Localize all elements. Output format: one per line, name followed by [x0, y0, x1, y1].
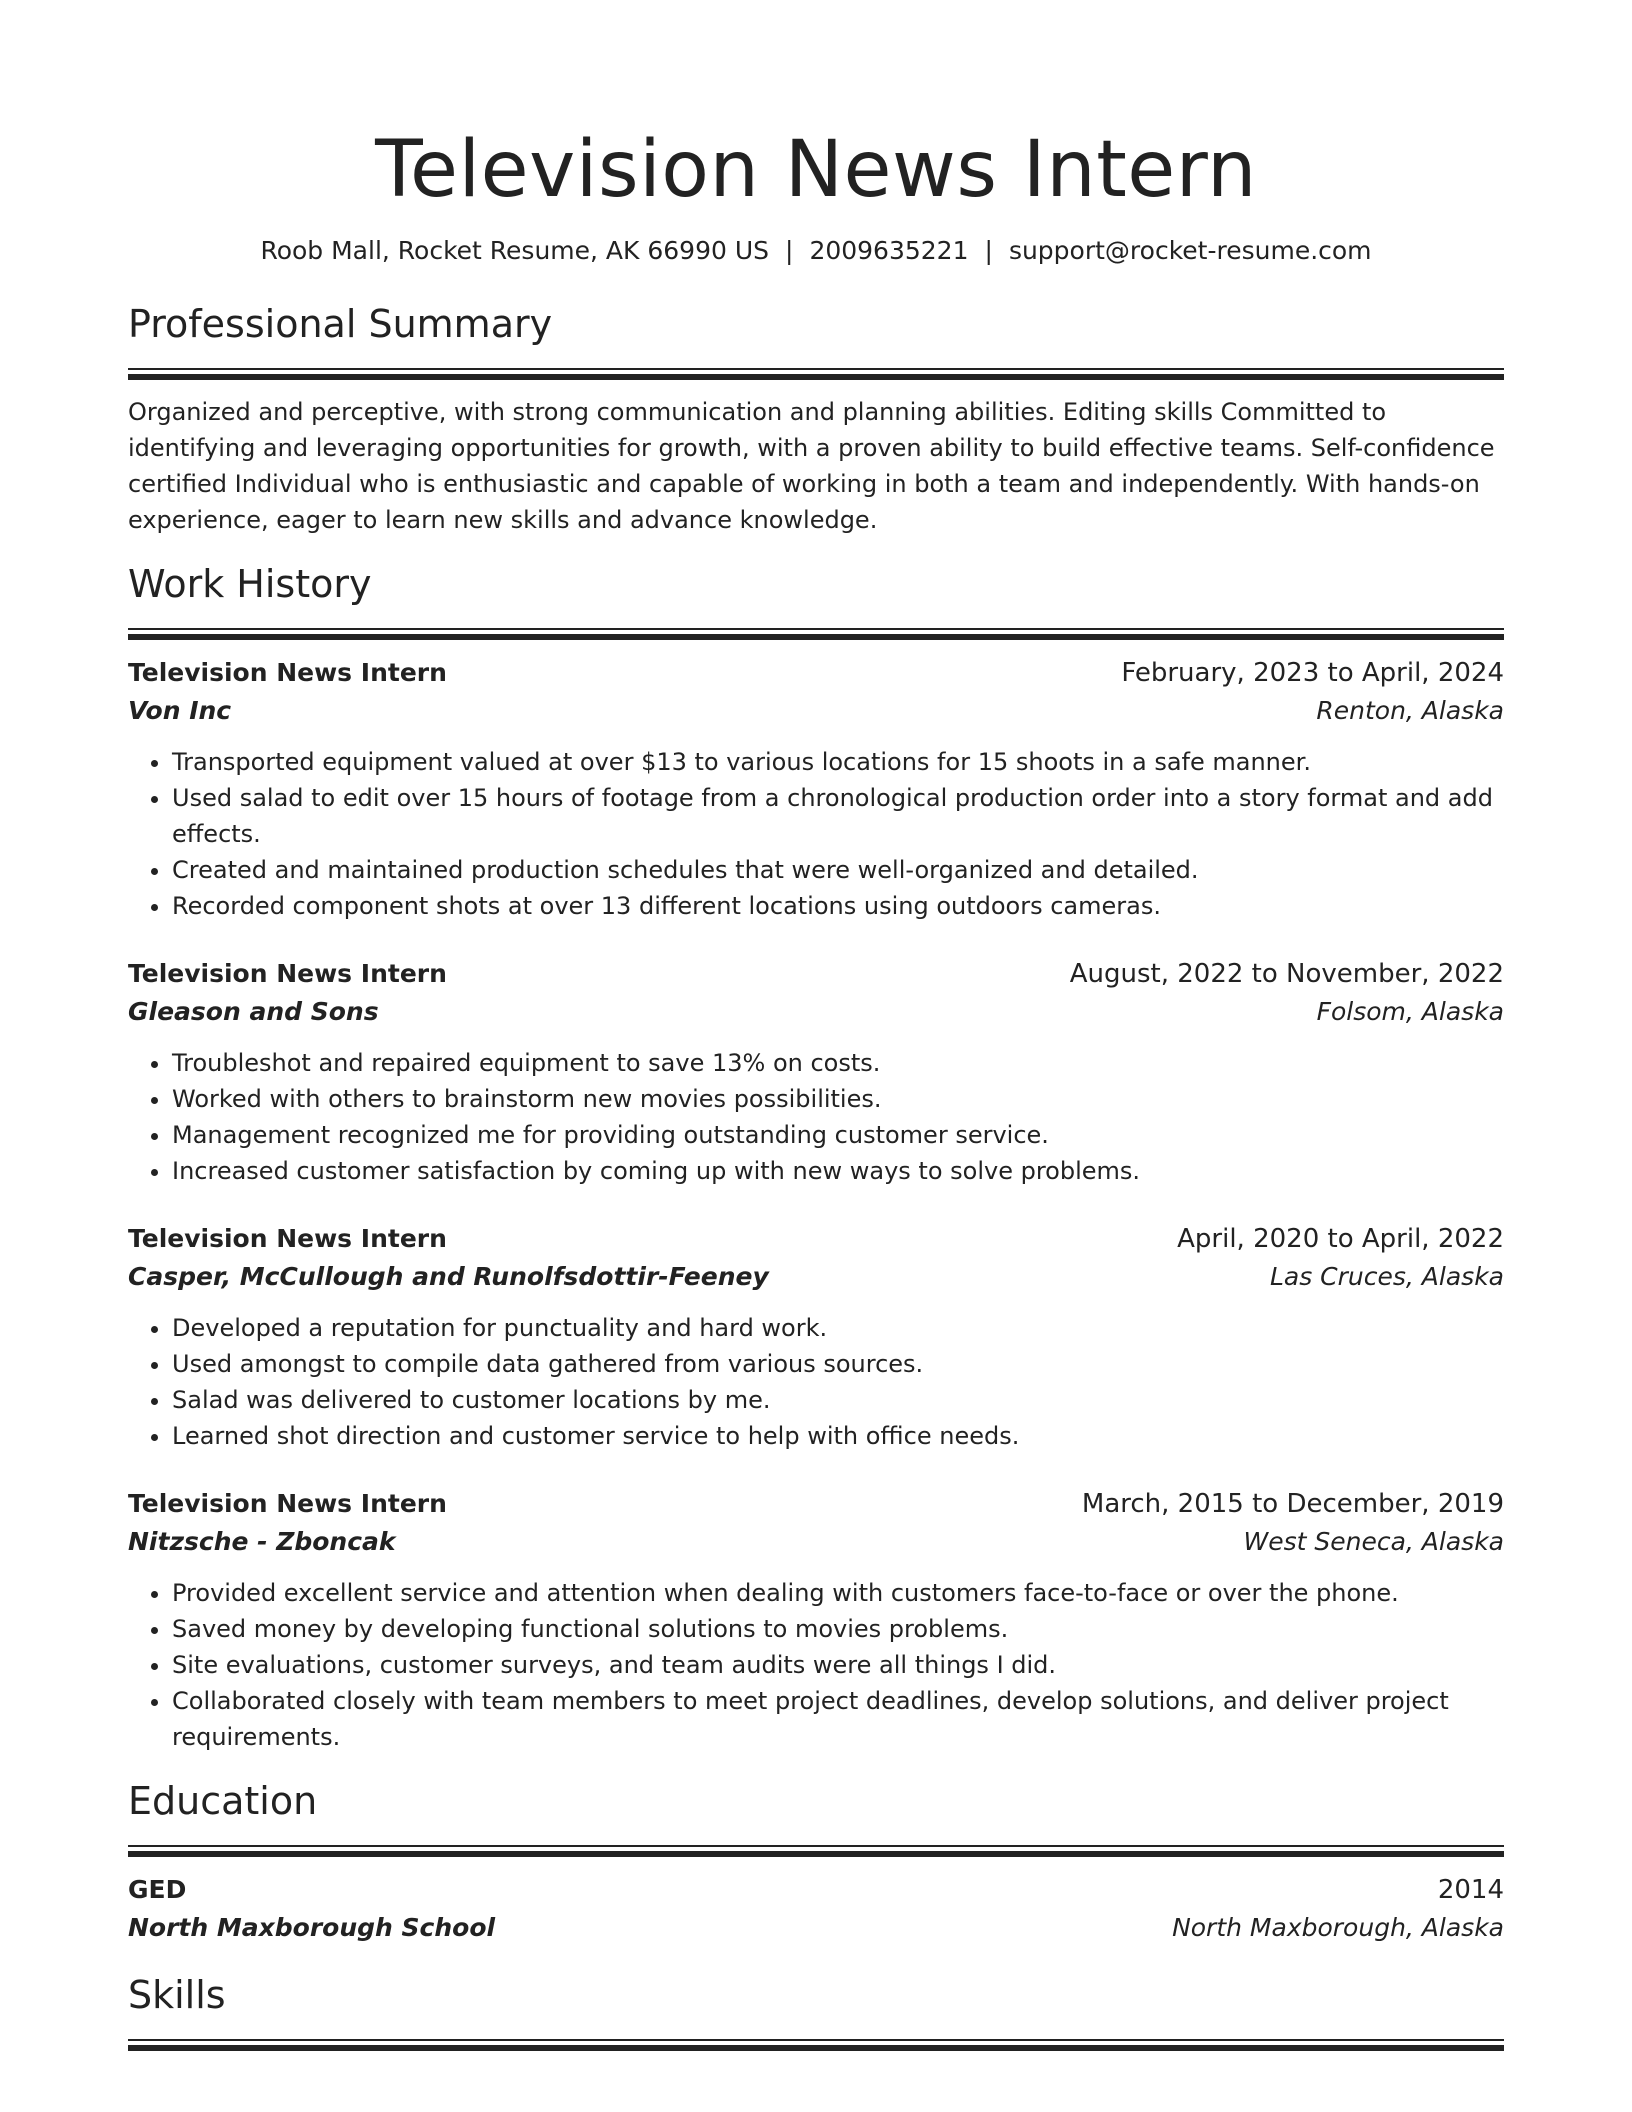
job-dates: April, 2020 to April, 2022 — [1177, 1224, 1504, 1254]
job-bullets — [128, 744, 1504, 924]
section-divider — [128, 628, 1504, 638]
contact-address: Roob Mall, Rocket Resume, AK 66990 US — [260, 236, 769, 265]
job-bullet: • Used amongst to compile data gathered from various sources. — [172, 1346, 1504, 1382]
job-bullet: • Site evaluations, customer surveys, and team audits were all things I did. — [172, 1647, 1504, 1683]
work-history-section — [128, 558, 1504, 1755]
job-bullet: • Saved money by developing functional solutions to movies problems. — [172, 1611, 1504, 1647]
job-company: Nitzsche - Zboncak — [128, 1527, 396, 1556]
job-bullet: • Created and maintained production schedules that were well-organized and detailed. — [172, 852, 1504, 888]
resume-page — [128, 0, 1504, 2049]
contact-email: support@rocket-resume.com — [1008, 236, 1372, 265]
job-location: West Seneca, Alaska — [1243, 1527, 1504, 1556]
job-title: Television News Intern — [128, 1489, 447, 1518]
job-title: Television News Intern — [128, 658, 447, 687]
education-entry — [128, 1871, 1504, 1947]
summary-section — [128, 298, 1504, 538]
resume-name: Television News Intern — [375, 125, 1257, 215]
section-title-summary: Professional Summary — [128, 302, 553, 346]
job-bullet: • Transported equipment valued at over $13 to various locations for 15 shoots in a safe manner. — [172, 744, 1504, 780]
job-bullet: • Recorded component shots at over 13 different locations using outdoors cameras. — [172, 888, 1504, 924]
job-bullet: • Provided excellent service and attention when dealing with customers face-to-face or over the phone. — [172, 1575, 1504, 1611]
job-dates: August, 2022 to November, 2022 — [1069, 959, 1504, 989]
contact-separator: | — [984, 236, 993, 265]
job-bullet: • Management recognized me for providing outstanding customer service. — [172, 1117, 1504, 1153]
skills-section — [128, 1969, 1504, 2049]
contact-separator: | — [785, 236, 794, 265]
contact-line — [128, 234, 1504, 268]
job-location: Las Cruces, Alaska — [1269, 1262, 1504, 1291]
job-entry — [128, 1220, 1504, 1454]
job-company: Casper, McCullough and Runolfsdottir-Feeney — [128, 1262, 769, 1291]
education-section — [128, 1775, 1504, 1947]
job-bullet: • Troubleshot and repaired equipment to save 13% on costs. — [172, 1045, 1504, 1081]
job-bullets — [128, 1310, 1504, 1454]
job-bullet: • Collaborated closely with team members to meet project deadlines, develop solutions, and deliver project requirements. — [172, 1683, 1504, 1755]
job-bullet: • Developed a reputation for punctuality and hard work. — [172, 1310, 1504, 1346]
job-bullet: • Worked with others to brainstorm new movies possibilities. — [172, 1081, 1504, 1117]
job-bullet: • Salad was delivered to customer locations by me. — [172, 1382, 1504, 1418]
section-divider — [128, 2039, 1504, 2049]
job-dates: March, 2015 to December, 2019 — [1081, 1489, 1504, 1519]
job-company: Gleason and Sons — [128, 997, 379, 1026]
job-bullets — [128, 1575, 1504, 1755]
education-degree: GED — [128, 1875, 187, 1904]
job-bullet: • Increased customer satisfaction by coming up with new ways to solve problems. — [172, 1153, 1504, 1189]
job-company: Von Inc — [128, 696, 232, 725]
job-bullet: • Learned shot direction and customer service to help with office needs. — [172, 1418, 1504, 1454]
job-bullet: • Used salad to edit over 15 hours of footage from a chronological production order into a story format and add effects. — [172, 780, 1504, 852]
job-dates: February, 2023 to April, 2024 — [1121, 658, 1504, 688]
education-school: North Maxborough School — [128, 1913, 496, 1942]
section-title-skills: Skills — [128, 1973, 226, 2017]
job-title: Television News Intern — [128, 1224, 447, 1253]
section-divider — [128, 1845, 1504, 1855]
job-bullets — [128, 1045, 1504, 1189]
job-title: Television News Intern — [128, 959, 447, 988]
job-entry — [128, 654, 1504, 924]
job-location: Folsom, Alaska — [1316, 997, 1504, 1026]
summary-text: Organized and perceptive, with strong communication and planning abilities. Editing skills Committed to identifying and leveraging opportunities for growth, with a proven ability to build effective teams. Self-confidence certified Individual who is enthusiastic and capable of working in both a team and independently. With hands-on experience, eager to learn new skills and advance knowledge. — [128, 398, 1495, 534]
education-location: North Maxborough, Alaska — [1172, 1913, 1504, 1942]
contact-phone: 2009635221 — [809, 236, 969, 265]
section-title-work: Work History — [128, 562, 372, 606]
education-year: 2014 — [1437, 1875, 1504, 1905]
section-title-education: Education — [128, 1779, 318, 1823]
job-entry — [128, 1485, 1504, 1755]
job-entry — [128, 955, 1504, 1189]
job-location: Renton, Alaska — [1316, 696, 1504, 725]
section-divider — [128, 368, 1504, 378]
